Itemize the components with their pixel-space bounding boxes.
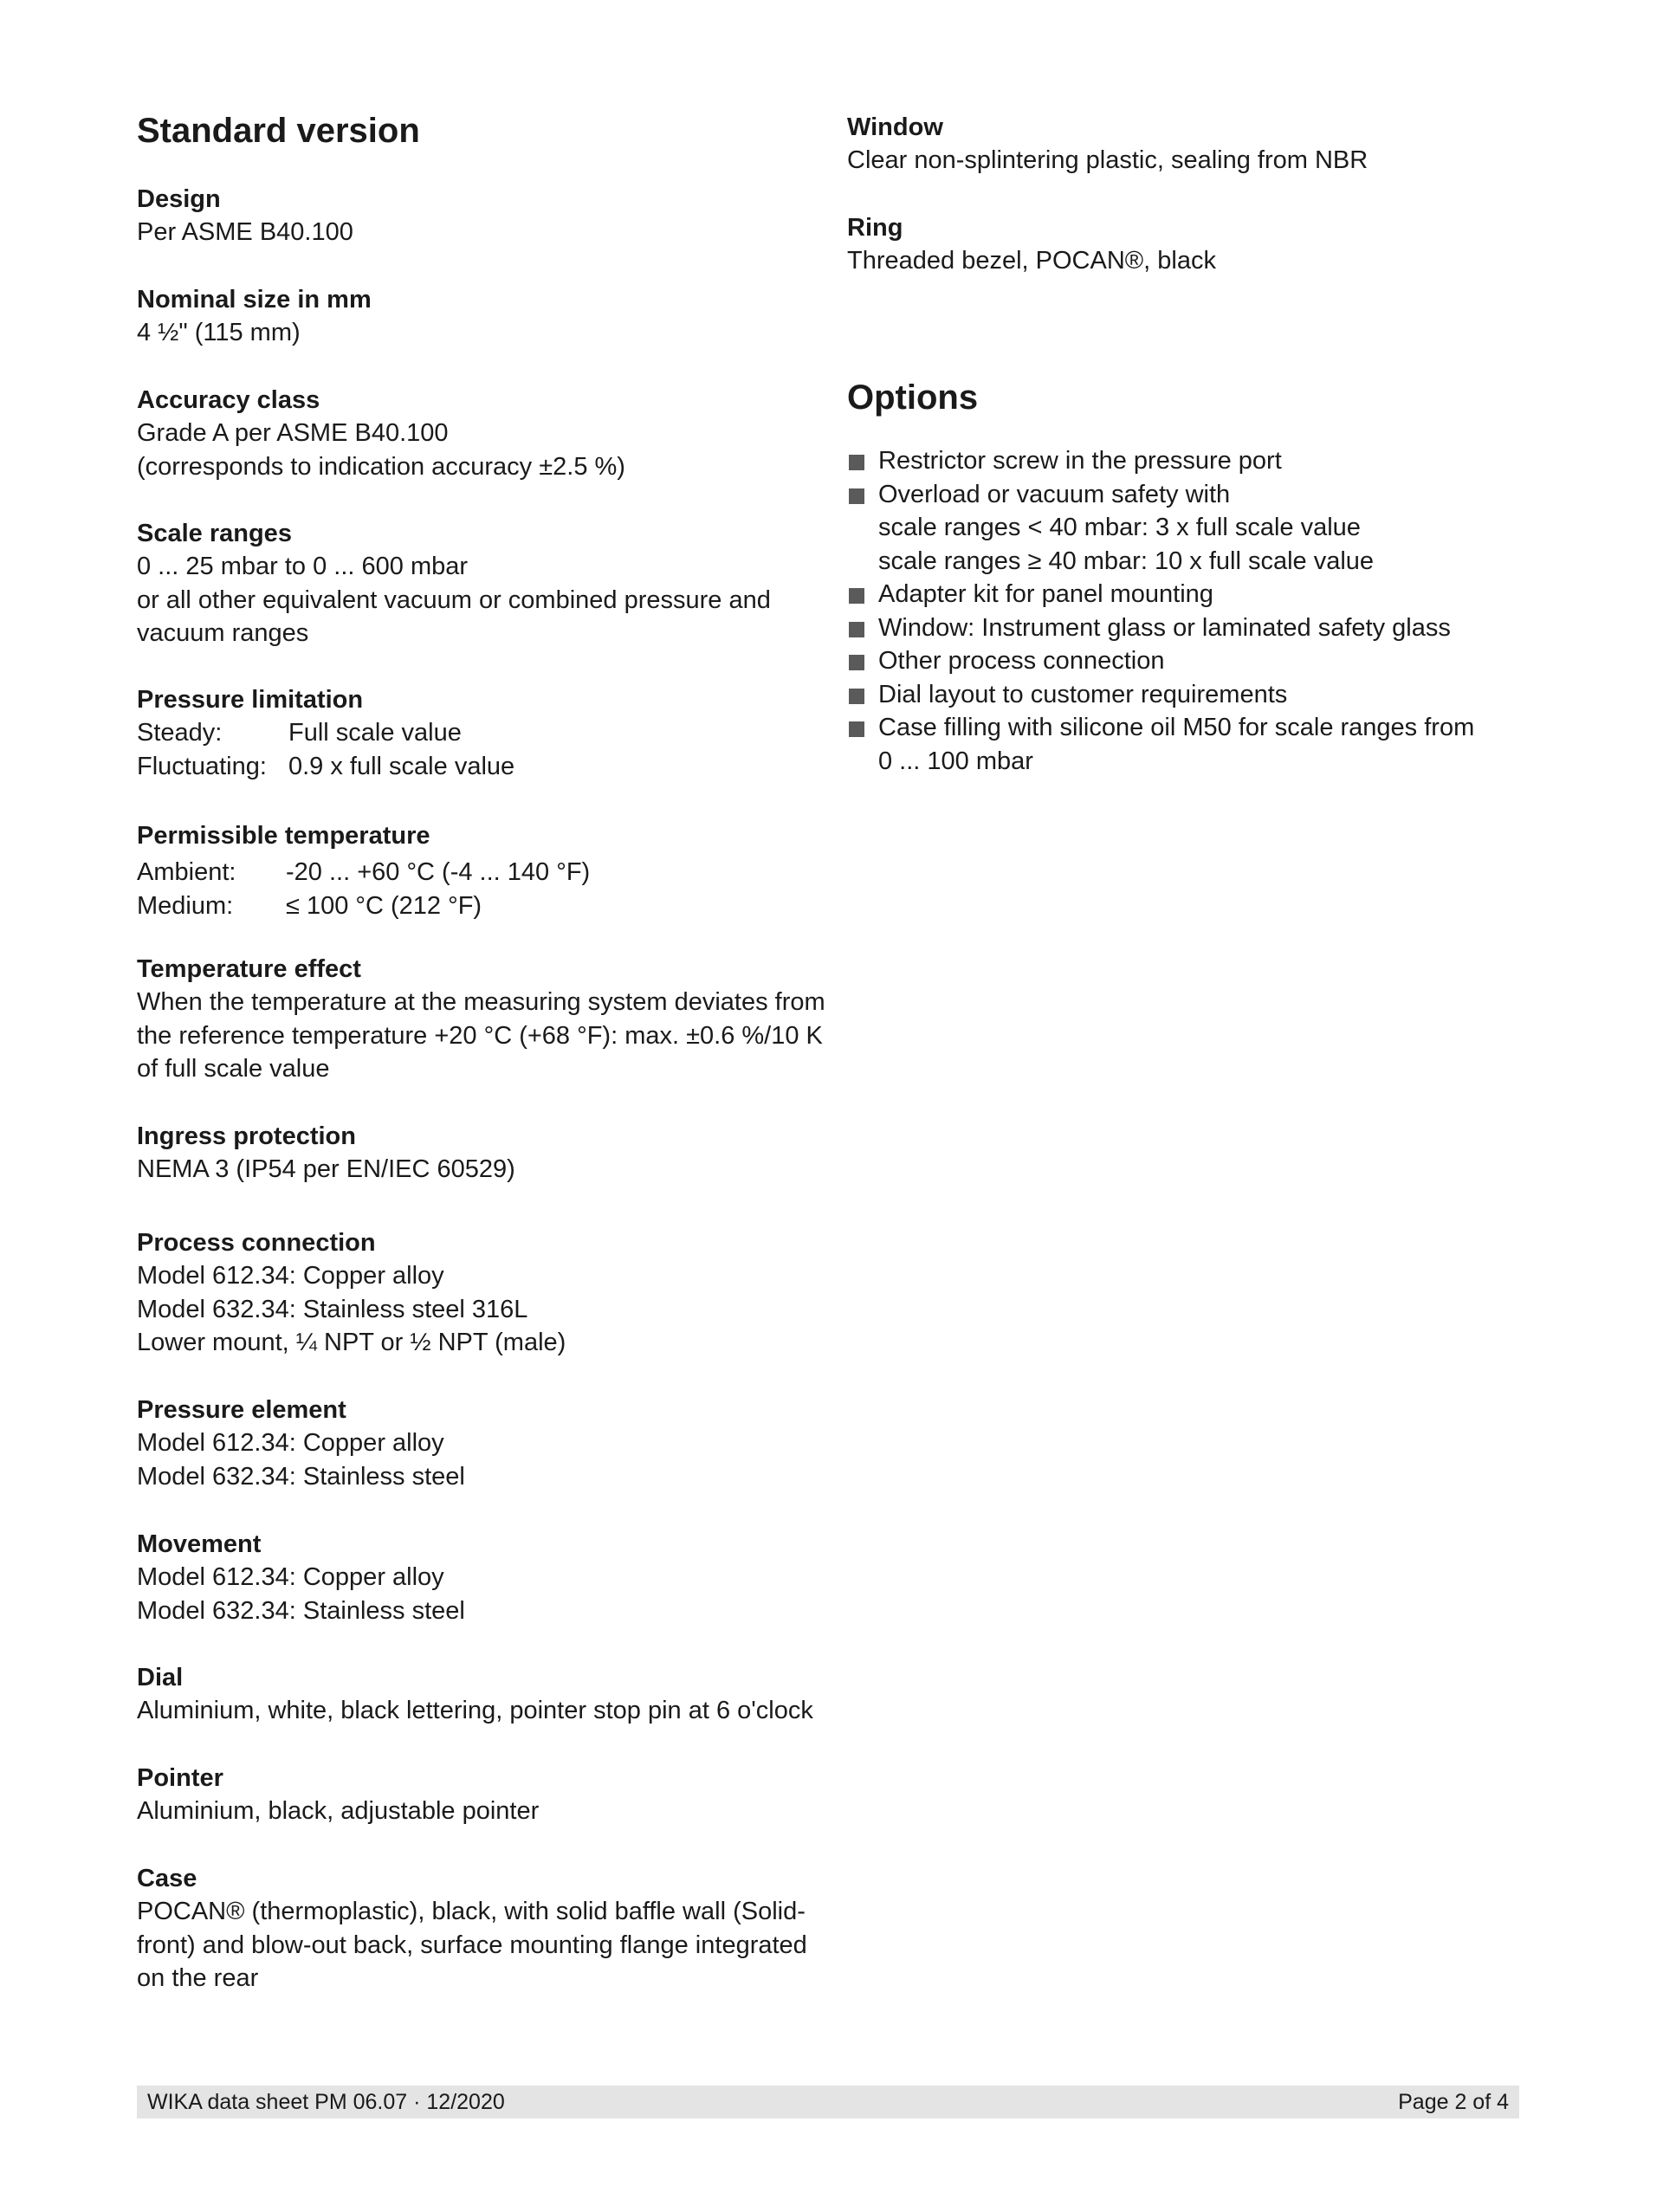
spec-design (137, 183, 812, 249)
section-title-options: Options (847, 378, 979, 417)
spec-row-medium (137, 889, 812, 923)
spec-permissible-temperature (137, 819, 812, 922)
spec-scale-ranges (137, 517, 812, 650)
spec-accuracy-class (137, 384, 812, 483)
spec-pressure-limitation (137, 683, 812, 783)
spec-value: Aluminium, black, adjustable pointer (137, 1797, 540, 1825)
square-bullet-icon (849, 588, 864, 604)
spec-value: (corresponds to indication accuracy ±2.5 %) (137, 452, 625, 481)
spec-value: of full scale value (137, 1055, 330, 1083)
spec-label: Dial (137, 1664, 184, 1691)
list-item (847, 678, 1505, 712)
spec-ingress-protection (137, 1120, 812, 1187)
options-list (847, 444, 1505, 778)
spec-label: Accuracy class (137, 386, 320, 414)
square-bullet-icon (849, 488, 864, 504)
spec-row-key: Fluctuating: (137, 752, 267, 780)
spec-movement (137, 1528, 812, 1627)
spec-row-fluctuating (137, 750, 812, 784)
option-text: Dial layout to customer requirements (878, 680, 1288, 708)
spec-value: on the rear (137, 1964, 259, 1992)
spec-process-connection (137, 1226, 812, 1360)
spec-value: POCAN® (thermoplastic), black, with solid baffle wall (Solid- (137, 1898, 806, 1925)
square-bullet-icon (849, 655, 864, 670)
spec-value: Model 612.34: Copper alloy (137, 1262, 444, 1290)
spec-value: front) and blow-out back, surface mounting flange integrated (137, 1931, 807, 1959)
spec-label: Design (137, 185, 221, 213)
option-text: Adapter kit for panel mounting (878, 580, 1213, 608)
spec-pointer (137, 1762, 812, 1828)
footer-page-number: Page 2 of 4 (1398, 2090, 1509, 2114)
spec-row-key: Ambient: (137, 858, 236, 886)
list-item (847, 578, 1505, 611)
spec-value: NEMA 3 (IP54 per EN/IEC 60529) (137, 1155, 515, 1183)
spec-value: Clear non-splintering plastic, sealing from NBR (847, 146, 1369, 174)
spec-value: Model 632.34: Stainless steel (137, 1462, 465, 1491)
option-text: Restrictor screw in the pressure port (878, 447, 1282, 475)
list-item (847, 611, 1505, 645)
spec-row-key: Steady: (137, 719, 223, 747)
spec-row-steady (137, 716, 812, 750)
spec-temperature-effect (137, 953, 825, 1086)
square-bullet-icon (849, 455, 864, 470)
square-bullet-icon (849, 689, 864, 704)
spec-label: Permissible temperature (137, 822, 430, 850)
section-title-standard-version: Standard version (137, 112, 420, 150)
spec-value: Model 632.34: Stainless steel 316L (137, 1295, 528, 1323)
spec-value: Aluminium, white, black lettering, pointer stop pin at 6 o'clock (137, 1697, 813, 1724)
spec-label: Case (137, 1865, 197, 1892)
spec-label: Nominal size in mm (137, 286, 372, 314)
square-bullet-icon (849, 721, 864, 737)
list-item (847, 478, 1505, 579)
spec-label: Temperature effect (137, 955, 361, 983)
spec-ring (847, 211, 1505, 278)
spec-label: Process connection (137, 1229, 376, 1257)
option-text: 0 ... 100 mbar (878, 747, 1033, 775)
option-text: scale ranges < 40 mbar: 3 x full scale value (878, 514, 1361, 541)
option-text: Overload or vacuum safety with (878, 480, 1231, 508)
spec-label: Ingress protection (137, 1122, 356, 1150)
spec-value: Lower mount, ¼ NPT or ½ NPT (male) (137, 1329, 566, 1356)
spec-label: Pressure element (137, 1396, 346, 1424)
spec-label: Window (847, 113, 943, 141)
spec-value: the reference temperature +20 °C (+68 °F): max. ±0.6 %/10 K (137, 1021, 823, 1050)
spec-label: Movement (137, 1530, 262, 1558)
spec-pressure-element (137, 1394, 812, 1493)
spec-case (137, 1862, 812, 1995)
spec-window (847, 111, 1505, 178)
spec-value: Model 612.34: Copper alloy (137, 1429, 444, 1457)
spec-row-key: Medium: (137, 891, 234, 920)
spec-row-value: 0.9 x full scale value (288, 752, 515, 780)
list-item (847, 444, 1505, 478)
option-text: scale ranges ≥ 40 mbar: 10 x full scale value (878, 547, 1375, 575)
spec-value: Grade A per ASME B40.100 (137, 419, 449, 447)
spec-value: 0 ... 25 mbar to 0 ... 600 mbar (137, 553, 469, 580)
spec-value: 4 ½" (115 mm) (137, 319, 301, 346)
spec-value: or all other equivalent vacuum or combined pressure and (137, 585, 771, 614)
spec-label: Ring (847, 214, 903, 242)
page-footer (137, 2086, 1519, 2118)
list-item (847, 711, 1505, 778)
spec-label: Scale ranges (137, 520, 292, 547)
spec-value: Model 632.34: Stainless steel (137, 1596, 465, 1625)
list-item (847, 644, 1505, 678)
option-text: Other process connection (878, 647, 1165, 675)
square-bullet-icon (849, 622, 864, 637)
option-text: Window: Instrument glass or laminated safety glass (878, 613, 1451, 642)
footer-document-id: WIKA data sheet PM 06.07 · 12/2020 (147, 2090, 505, 2114)
spec-row-ambient (137, 856, 812, 889)
spec-row-value: -20 ... +60 °C (-4 ... 140 °F) (286, 858, 591, 886)
spec-row-value: Full scale value (288, 719, 462, 747)
spec-value: Model 612.34: Copper alloy (137, 1563, 444, 1591)
spec-label: Pointer (137, 1764, 223, 1792)
spec-dial (137, 1661, 812, 1728)
option-text: Case filling with silicone oil M50 for scale ranges from (878, 714, 1475, 741)
spec-nominal-size (137, 283, 812, 350)
spec-row-value: ≤ 100 °C (212 °F) (286, 891, 482, 920)
spec-label: Pressure limitation (137, 686, 364, 714)
spec-value: Per ASME B40.100 (137, 218, 353, 246)
spec-value: When the temperature at the measuring system deviates from (137, 988, 825, 1016)
spec-value: vacuum ranges (137, 619, 309, 647)
spec-value: Threaded bezel, POCAN®, black (847, 247, 1216, 275)
